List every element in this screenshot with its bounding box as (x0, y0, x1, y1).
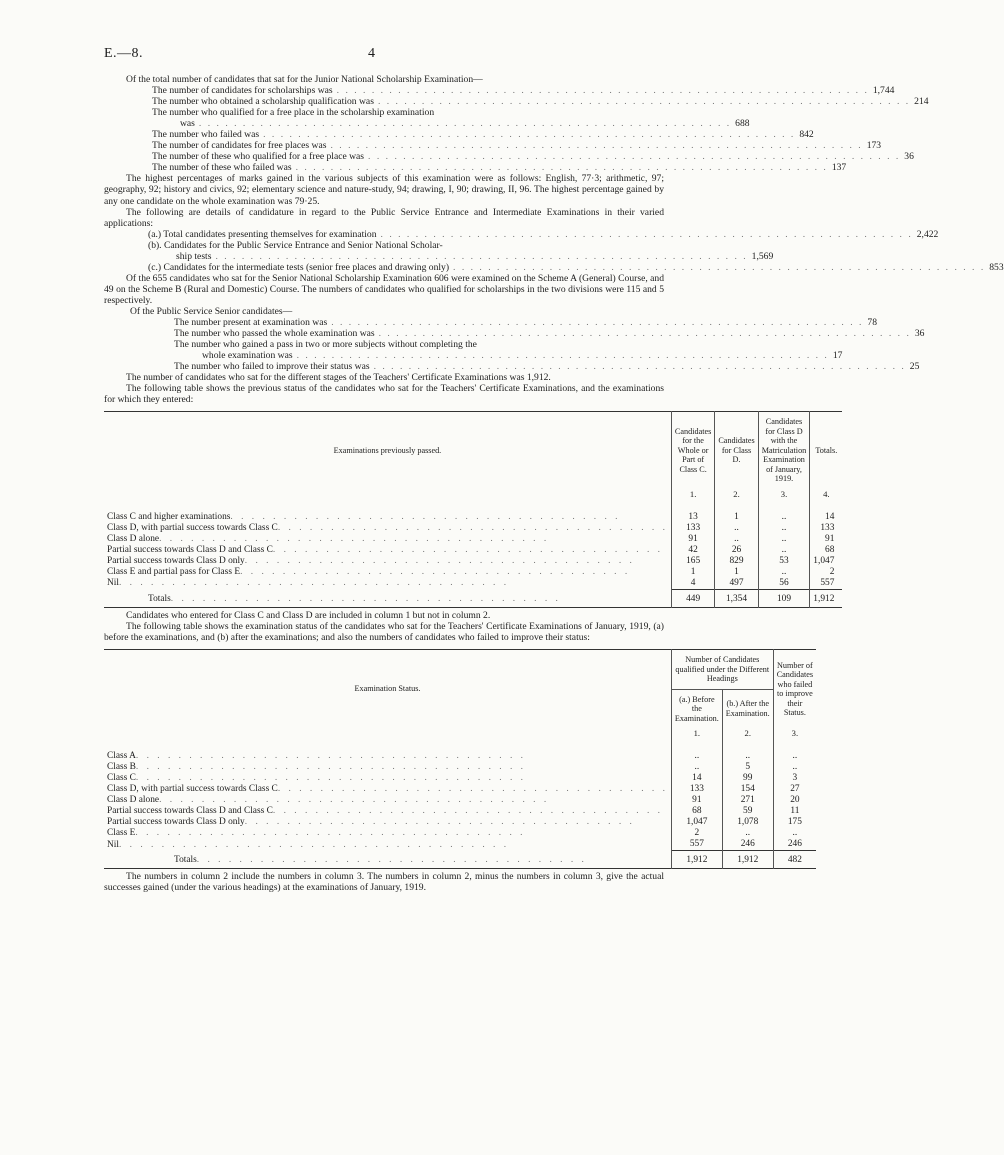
table-row: Class C and higher examinations . . . 13 1 .. 14 (104, 512, 842, 523)
list-item: The number present at examination was . . . 78 (174, 317, 594, 328)
list-item: The number who obtained a scholarship qualification was . . . 214 (152, 96, 664, 107)
column-number: 4. (810, 489, 843, 512)
page-number: 4 (368, 46, 375, 61)
table-row: Nil . . . 557 246 246 (104, 839, 816, 851)
list-item-continuation: whole examination was . . . 17 (174, 350, 594, 361)
list-item: (a.) Total candidates presenting themselves for examination . . . 2,422 (148, 229, 624, 240)
table-row: Partial success towards Class D only . . . 1,047 1,078 175 (104, 817, 816, 828)
list-item: The number of these who qualified for a free place was . . . 36 (152, 151, 664, 162)
list-item: The number of candidates for free places was . . . 173 (152, 140, 664, 151)
column-number: 2. (722, 728, 773, 751)
column-header: Number of Candidates who failed to improve their Status. (773, 650, 816, 729)
table-row: Partial success towards Class D and Class C . . . 68 59 11 (104, 806, 816, 817)
column-header: Candidates for Class D. (715, 412, 758, 489)
column-number: 1. (671, 489, 714, 512)
list-item: The number of these who failed was . . . 137 (152, 162, 664, 173)
table-row: Class D, with partial success towards Class C . . . 133 154 27 (104, 784, 816, 795)
between-paragraph-1: Candidates who entered for Class C and Class D are included in column 1 but not in column 2. (126, 609, 491, 621)
between-paragraph-2: The following table shows the examination status of the candidates who sat for the Teachers' Certificate Examinations of January, 1919, (a) before the examinations, and (b) after the examinations; and also the numbers of candidates who failed to improve their status: (104, 620, 664, 643)
public-service-list (104, 228, 1004, 273)
totals-row: Totals . . . 449 1,354 109 1,912 (104, 589, 842, 607)
table-row: Class A . . . .. .. .. (104, 751, 816, 762)
junior-list (104, 85, 929, 174)
table-row: Partial success towards Class D only . . . 165 829 53 1,047 (104, 556, 842, 567)
senior-ps-intro: Of the Public Service Senior candidates— (130, 305, 293, 317)
table-row: Class E and partial pass for Class E . . . 1 1 .. 2 (104, 567, 842, 578)
table-row: Class E . . . 2 .. .. (104, 828, 816, 839)
senior-list (104, 317, 925, 373)
column-header: Candidates for Class D with the Matriculation Examination of January, 1919. (758, 412, 810, 489)
previous-status-table (104, 411, 842, 608)
footer-paragraph: The numbers in column 2 include the numbers in column 3. The numbers in column 2, minus the numbers in column 3, give the actual successes gained (under the various headings) at the examinations of January, 1919. (104, 871, 664, 894)
list-item: (c.) Candidates for the intermediate tests (senior free places and drawing only) . . . 853 (148, 262, 624, 273)
column-number-row (104, 489, 842, 512)
column-header: Totals. (810, 412, 843, 489)
table-row: Class D alone . . . 91 .. .. 91 (104, 534, 842, 545)
page-reference: E.—8. (104, 46, 144, 61)
column-header: Examination Status. (354, 684, 421, 694)
list-item: The number who qualified for a free place in the scholarship examination (152, 107, 435, 119)
table-header-row (104, 412, 842, 489)
list-item: The number who failed to improve their status was . . . 25 (174, 361, 594, 372)
table-row: Class D, with partial success towards Class C . . . 133 .. .. 133 (104, 523, 842, 534)
column-number-row (104, 728, 816, 751)
senior-paragraph: Of the 655 candidates who sat for the Senior National Scholarship Examination 606 were examined on the Scheme A (General) Course, and 49 on the Scheme B (Rural and Domestic) Course. The numbers of candidates who qualified for scholarships in the two divisions were 115 and 5 respectively. (104, 272, 664, 306)
totals-row: Totals . . . 1,912 1,912 482 (104, 851, 816, 869)
table-header-row (104, 650, 816, 690)
table-row: Class C . . . 14 99 3 (104, 773, 816, 784)
examination-status-table (104, 649, 816, 869)
list-item-continuation: was . . . 688 (152, 118, 664, 129)
list-item: The number who passed the whole examination was . . . 36 (174, 328, 594, 339)
column-header: Candidates for the Whole or Part of Class C. (671, 412, 714, 489)
teachers-paragraph-2: The following table shows the previous status of the candidates who sat for the Teachers' Certificate Examinations, and the examinations for which they entered: (104, 383, 664, 406)
table-row: Partial success towards Class D and Class C . . . 42 26 .. 68 (104, 545, 842, 556)
column-number: 3. (773, 728, 816, 751)
teachers-paragraph-1: The number of candidates who sat for the different stages of the Teachers' Certificate Examinations was 1,912. (126, 372, 551, 384)
table-row: Nil . . . 4 497 56 557 (104, 578, 842, 590)
table-row: Class D alone . . . 91 271 20 (104, 795, 816, 806)
column-header: (b.) After the Examination. (722, 689, 773, 728)
column-number: 3. (758, 489, 810, 512)
column-number: 1. (671, 728, 722, 751)
list-item: The number who failed was . . . 842 (152, 129, 664, 140)
list-item: (b). Candidates for the Public Service Entrance and Senior National Scholar- (148, 239, 443, 251)
list-item-continuation: ship tests . . . 1,569 (148, 251, 624, 262)
column-group-header: Number of Candidates qualified under the Different Headings (671, 650, 773, 690)
document-body (104, 74, 1004, 894)
column-header: Examinations previously passed. (333, 445, 442, 455)
list-item: The number of candidates for scholarships was . . . 1,744 (152, 85, 664, 96)
public-service-intro: The following are details of candidature in regard to the Public Service Entrance and Intermediate Examinations in their varied applications: (104, 206, 664, 229)
column-number: 2. (715, 489, 758, 512)
column-header: (a.) Before the Examination. (671, 689, 722, 728)
table-row: Class B . . . .. 5 .. (104, 762, 816, 773)
junior-intro: Of the total number of candidates that sat for the Junior National Scholarship Examination— (126, 74, 483, 85)
list-item: The number who gained a pass in two or more subjects without completing the (174, 339, 477, 351)
junior-highest-paragraph: The highest percentages of marks gained in the various subjects of this examination were as follows: English, 77·3; arithmetic, 97; geography, 92; history and civics, 92; elementary science and nature-study, 94; drawing, I, 90; drawing, II, 96. The highest percentage gained by any one candidate on the whole examination was 79·25. (104, 173, 664, 207)
